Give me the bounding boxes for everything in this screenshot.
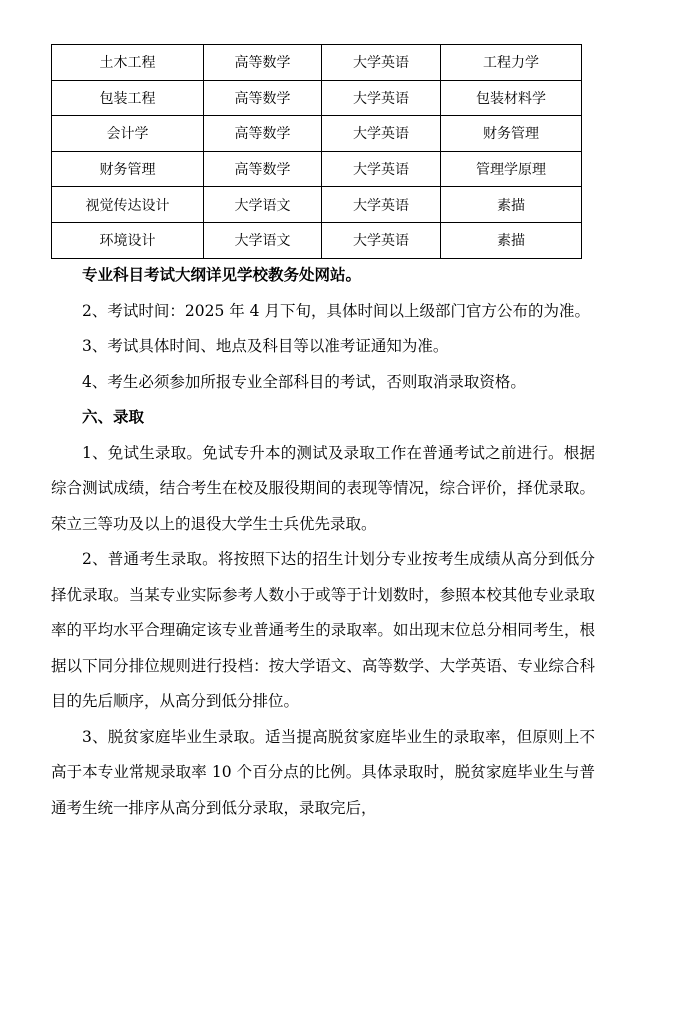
major-cell: 会计学 (52, 116, 204, 152)
admission-ticket-paragraph: 3、考试具体时间、地点及科目等以准考证通知为准。 (82, 337, 449, 355)
poverty-admission-paragraph: 3、脱贫家庭毕业生录取。适当提高脱贫家庭毕业生的录取率，但原则上不高于本专业常规录取率 10 个百分点的比例。具体录取时，脱贫家庭毕业生与普通考生统一排序从高分到低分录取，录取完后， (51, 727, 595, 817)
table-row (52, 187, 582, 223)
section-heading-admission: 六、录取 (82, 408, 145, 426)
subject-cell: 大学英语 (322, 222, 441, 258)
major-cell: 财务管理 (52, 151, 204, 187)
subject-cell: 管理学原理 (441, 151, 582, 187)
regular-admission-paragraph: 2、普通考生录取。将按照下达的招生计划分专业按考生成绩从高分到低分择优录取。当某专业实际参考人数小于或等于计划数时，参照本校其他专业录取率的平均水平合理确定该专业普通考生的录取率。如出现末位总分相同考生，根据以下同分排位规则进行投档：按大学语文、高等数学、大学英语、专业综合科目的先后顺序，从高分到低分排位。 (51, 550, 595, 710)
subject-cell: 高等数学 (204, 80, 322, 116)
subject-cell: 大学英语 (322, 116, 441, 152)
major-cell: 环境设计 (52, 222, 204, 258)
subject-cell: 高等数学 (204, 116, 322, 152)
subject-cell: 高等数学 (204, 151, 322, 187)
subject-cell: 大学英语 (322, 80, 441, 116)
table-row (52, 222, 582, 258)
subject-cell: 素描 (441, 187, 582, 223)
all-subjects-paragraph: 4、考生必须参加所报专业全部科目的考试，否则取消录取资格。 (82, 372, 526, 391)
major-cell: 土木工程 (52, 45, 204, 81)
exempt-admission-paragraph: 1、免试生录取。免试专升本的测试及录取工作在普通考试之前进行。根据综合测试成绩，结合考生在校及服役期间的表现等情况，综合评价，择优录取。荣立三等功及以上的退役大学生士兵优先录取。 (51, 443, 595, 533)
exam-subjects-table (51, 44, 582, 259)
subject-cell: 工程力学 (441, 45, 582, 81)
subject-cell: 包装材料学 (441, 80, 582, 116)
exam-time-paragraph: 2、考试时间：2025 年 4 月下旬，具体时间以上级部门官方公布的为准。 (82, 301, 590, 320)
subject-cell: 大学英语 (322, 187, 441, 223)
subject-cell: 大学英语 (322, 45, 441, 81)
subject-cell: 大学语文 (204, 222, 322, 258)
table-row (52, 45, 582, 81)
major-cell: 视觉传达设计 (52, 187, 204, 223)
table-row (52, 116, 582, 152)
subject-cell: 财务管理 (441, 116, 582, 152)
major-cell: 包装工程 (52, 80, 204, 116)
subject-cell: 素描 (441, 222, 582, 258)
subject-cell: 大学英语 (322, 151, 441, 187)
subject-cell: 高等数学 (204, 45, 322, 81)
table-row (52, 151, 582, 187)
table-row (52, 80, 582, 116)
syllabus-note: 专业科目考试大纲详见学校教务处网站。 (82, 266, 362, 284)
subject-cell: 大学语文 (204, 187, 322, 223)
document-body (51, 258, 595, 826)
